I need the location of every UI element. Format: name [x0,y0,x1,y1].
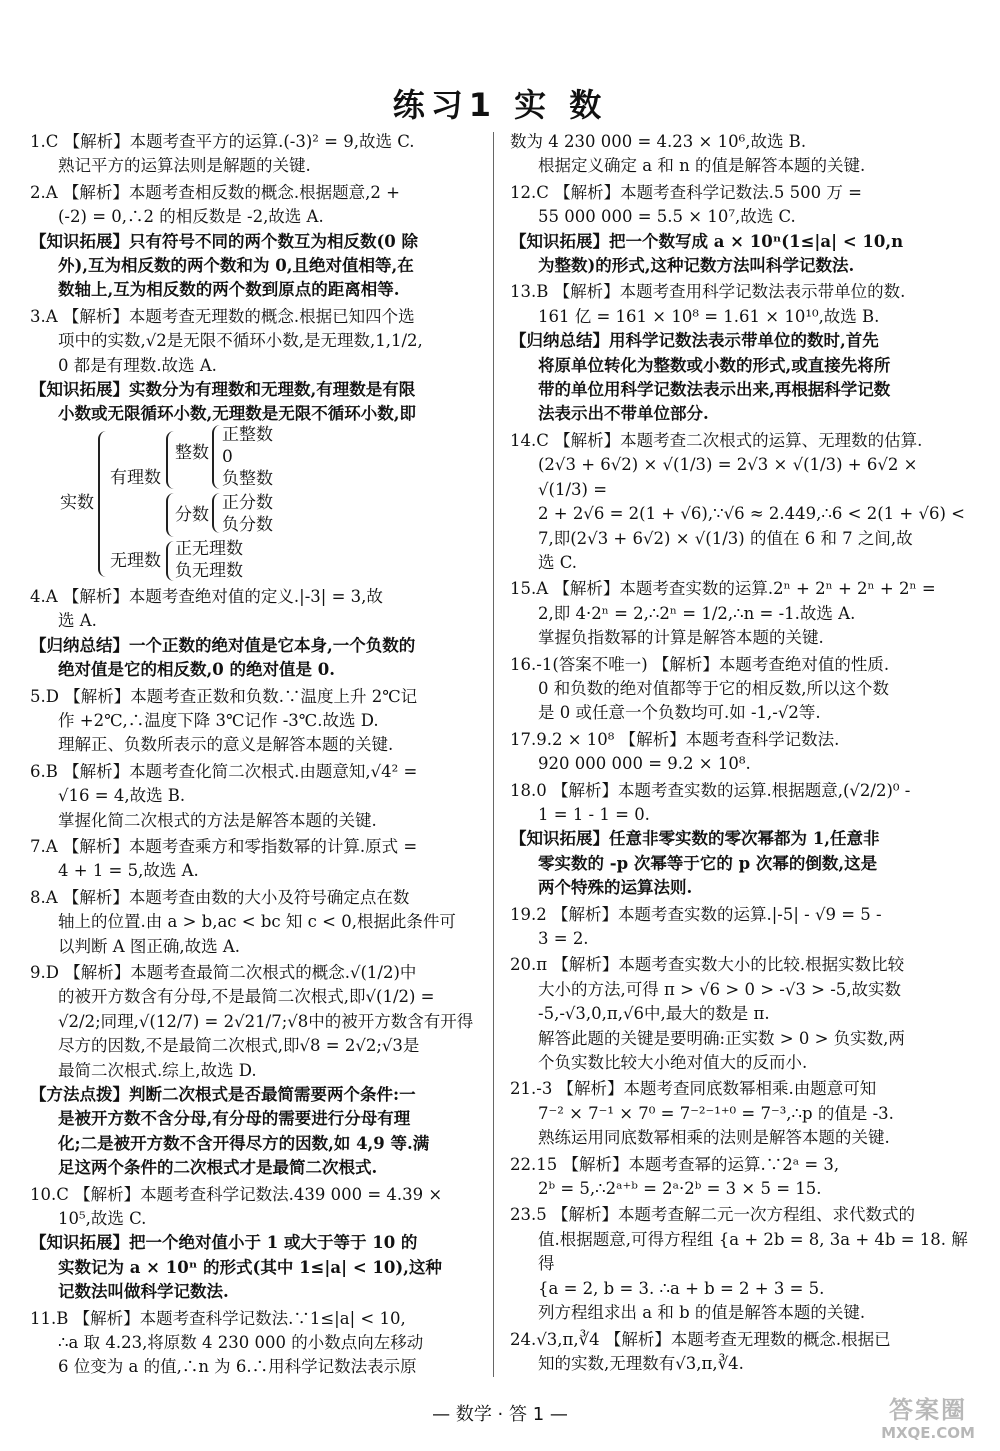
watermark-url: MXQE.COM [881,1424,975,1442]
answer-item [30,305,482,427]
knowledge-note-line: 【方法点拨】判断二次根式是否最简需要两个条件:一 [30,1085,416,1104]
answer-item [510,280,972,426]
knowledge-note-line: 记数法叫做科学记数法. [58,1282,229,1302]
knowledge-note-line: 【知识拓展】把一个数写成 a × 10ⁿ(1≤|a| < 10,n [510,231,904,251]
answer-item [510,779,972,901]
answer-item [30,181,482,303]
answer-line: 大小的方法,可得 π > √6 > 0 > -√3 > -5,故实数 [538,979,902,999]
fraction-item: 负分数 [222,514,273,535]
answer-line: 根据定义确定 a 和 n 的值是解答本题的关键. [538,156,866,176]
rational-label: 有理数 [110,467,161,488]
answer-item [510,130,972,179]
answer-line: 1 = 1 - 1 = 0. [538,804,650,824]
knowledge-note-line: 是被开方数不含分母,有分母的需要进行分母有理 [58,1109,411,1129]
answer-line: 选 C. [538,552,578,572]
answer-line: 熟练运用同底数幂相乘的法则是解答本题的关键. [538,1128,890,1148]
answer-line: 14.C 【解析】本题考查二次根式的运算、无理数的估算. [510,430,923,450]
answer-line: 18.0 【解析】本题考查实数的运算.根据题意,(√2/2)⁰ - [510,780,911,800]
answer-item [510,1328,972,1377]
answer-line: ∴a 取 4.23,将原数 4 230 000 的小数点向左移动 [58,1333,424,1353]
answer-line: 7,即(2√3 + 6√2) × √(1/3) 的值在 6 和 7 之间,故 [538,528,913,548]
answer-line: 16.-1(答案不唯一) 【解析】本题考查绝对值的性质. [510,654,890,674]
knowledge-note-line: 足这两个条件的二次根式才是最简二次根式. [58,1158,378,1178]
answer-line: 21.-3 【解析】本题考查同底数幂相乘.由题意可知 [510,1079,877,1099]
answer-line: √16 = 4,故选 B. [58,786,186,806]
knowledge-note-line: 实数记为 a × 10ⁿ 的形式(其中 1≤|a| < 10),这种 [58,1257,442,1277]
right-column [510,130,972,1378]
knowledge-note-line: 化;二是被开方数不含开得尽方的因数,如 4,9 等.满 [58,1133,430,1153]
answer-line: 9.D 【解析】本题考查最简二次根式的概念.√(1/2)中 [30,962,417,982]
answer-line: √2/2;同理,√(12/7) = 2√21/7;√8中的被开方数含有开得 [58,1011,474,1031]
answer-line: 以判断 A 图正确,故选 A. [58,936,241,956]
answer-line: 6.B 【解析】本题考查化简二次根式.由题意知,√4² = [30,761,418,781]
integer-item: 负整数 [222,468,273,489]
fraction-item: 正分数 [222,492,273,513]
answer-line: 13.B 【解析】本题考查用科学记数法表示带单位的数. [510,282,906,302]
knowledge-note-line: 【归纳总结】用科学记数法表示带单位的数时,首先 [510,331,879,351]
answer-line: 数为 4 230 000 = 4.23 × 10⁶,故选 B. [510,132,807,151]
chart-root-label: 实数 [60,492,94,513]
knowledge-note-line: 【知识拓展】把一个绝对值小于 1 或大于等于 10 的 [30,1233,418,1253]
classification-brace [212,425,220,489]
answer-line: (-2) = 0,∴2 的相反数是 -2,故选 A. [58,207,324,227]
answer-line: 理解正、负数所表示的意义是解答本题的关键. [58,735,394,755]
column-divider [493,132,494,1377]
answer-item [30,685,482,758]
answer-line: 4.A 【解析】本题考查绝对值的定义.|-3| = 3,故 [30,586,383,606]
knowledge-note-line: 【知识拓展】实数分为有理数和无理数,有理数是有限 [30,380,416,400]
answer-line: 掌握化简二次根式的方法是解答本题的关键. [58,810,377,830]
answer-line: 2.A 【解析】本题考查相反数的概念.根据题意,2 + [30,182,400,202]
knowledge-note-line: 两个特殊的运算法则. [538,878,693,898]
answer-item [30,1183,482,1305]
page-footer: — 数学 · 答 1 — [432,1404,568,1425]
knowledge-note-line: 绝对值是它的相反数,0 的绝对值是 0. [58,660,335,680]
knowledge-note-line: 【知识拓展】任意非零实数的零次幂都为 1,任意非 [510,829,880,849]
answer-line: 2 + 2√6 = 2(1 + √6),∵√6 ≈ 2.449,∴6 < 2(1 + √6) < [538,504,965,524]
knowledge-note-line: 为整数)的形式,这种记数方法叫科学记数法. [538,256,855,276]
answer-item [510,577,972,650]
answer-line: 12.C 【解析】本题考查科学记数法.5 500 万 = [510,182,862,202]
answer-item [510,903,972,952]
answer-line: 作 +2℃,∴温度下降 3℃记作 -3℃.故选 D. [58,710,379,730]
integer-item: 正整数 [222,424,273,445]
answer-line: 15.A 【解析】本题考查实数的运算.2ⁿ + 2ⁿ + 2ⁿ + 2ⁿ = [510,579,936,599]
answer-line: 23.5 【解析】本题考查解二元一次方程组、求代数式的 [510,1205,915,1225]
answer-item [510,1203,972,1325]
answer-line: 0 都是有理数.故选 A. [58,355,217,375]
knowledge-note-line: 带的单位用科学记数法表示出来,再根据科学记数 [538,380,891,400]
answer-line: 22.15 【解析】本题考查幂的运算.∵2ᵃ = 3, [510,1154,840,1174]
answer-line: 的被开方数含有分母,不是最简二次根式,即√(1/2) = [58,987,435,1007]
answer-line: 8.A 【解析】本题考查由数的大小及符号确定点在数 [30,887,410,907]
watermark-text: 答案圈 [889,1396,967,1424]
answer-item [510,181,972,279]
integer-item: 0 [222,446,233,467]
classification-brace [212,493,220,533]
answer-line: 6 位变为 a 的值,∴n 为 6.∴用科学记数法表示原 [58,1357,417,1377]
knowledge-note-line: 零实数的 -p 次幂等于它的 p 次幂的倒数,这是 [538,853,878,873]
answer-line: 19.2 【解析】本题考查实数的运算.|-5| - √9 = 5 - [510,904,882,924]
answer-line: 55 000 000 = 5.5 × 10⁷,故选 C. [538,207,796,227]
real-number-classification [30,424,482,581]
answer-line: 10.C 【解析】本题考查科学记数法.439 000 = 4.39 × [30,1184,443,1204]
answer-line: 24.√3,π,∛4 【解析】本题考查无理数的概念.根据已 [510,1329,891,1349]
answer-line: 列方程组求出 a 和 b 的值是解答本题的关键. [538,1303,866,1323]
answer-line: 值.根据题意,可得方程组 {a + 2b = 8, 3a + 4b = 18. 解得 [538,1229,968,1274]
integer-label: 整数 [175,442,209,463]
answer-line: 3 = 2. [538,929,589,948]
fraction-label: 分数 [175,504,209,525]
classification-brace [166,431,174,489]
answer-item [510,1153,972,1202]
answer-line: 项中的实数,√2是无限不循环小数,是无理数,1,1/2, [58,331,423,351]
irrational-label: 无理数 [110,550,161,571]
answer-line: -5,-√3,0,π,√6中,最大的数是 π. [538,1004,770,1024]
answer-item [30,961,482,1181]
knowledge-note-line: 数轴上,互为相反数的两个数到原点的距离相等. [58,280,400,300]
knowledge-note-line: 将原单位转化为整数或小数的形式,或直接先将所 [538,355,891,375]
answer-item [30,585,482,683]
classification-brace [166,493,174,537]
answer-line: 5.D 【解析】本题考查正数和负数.∵温度上升 2℃记 [30,686,418,706]
answer-item [30,130,482,179]
answer-line: 10⁵,故选 C. [58,1209,147,1229]
knowledge-note-line: 【归纳总结】一个正数的绝对值是它本身,一个负数的 [30,635,416,655]
irrational-item: 负无理数 [175,560,243,581]
answer-item [510,429,972,575]
irrational-item: 正无理数 [175,538,243,559]
answer-line: 知的实数,无理数有√3,π,∛4. [538,1353,744,1373]
answer-item [30,886,482,959]
knowledge-note-line: 小数或无限循环小数,无理数是无限不循环小数,即 [58,404,416,424]
answer-line: 选 A. [58,611,97,631]
answer-line: (2√3 + 6√2) × √(1/3) = 2√3 × √(1/3) + 6√2 × √(1/3) = [538,455,918,499]
answer-line: 7.A 【解析】本题考查乘方和零指数幂的计算.原式 = [30,836,418,856]
answer-line: 最简二次根式.综上,故选 D. [58,1060,257,1080]
answer-line: 920 000 000 = 9.2 × 10⁸. [538,754,751,774]
answer-line: 解答此题的关键是要明确:正实数 > 0 > 负实数,两 [538,1028,905,1048]
answer-item [510,953,972,1075]
answer-item [510,653,972,726]
knowledge-note-line: 法表示出不带单位部分. [538,404,709,424]
answer-line: 掌握负指数幂的计算是解答本题的关键. [538,628,824,648]
answer-line: 20.π 【解析】本题考查实数大小的比较.根据实数比较 [510,955,905,975]
knowledge-note-line: 外),互为相反数的两个数和为 0,且绝对值相等,在 [58,256,414,276]
answer-item [510,728,972,777]
answer-item [30,760,482,833]
answer-item [510,1077,972,1150]
answer-line: 4 + 1 = 5,故选 A. [58,861,199,881]
answer-line: 是 0 或任意一个负数均可.如 -1,-√2等. [538,703,821,723]
classification-brace [98,431,106,577]
page-title: 练习1 实 数 [392,86,608,124]
answer-line: 3.A 【解析】本题考查无理数的概念.根据已知四个选 [30,306,415,326]
answer-line: 7⁻² × 7⁻¹ × 7⁰ = 7⁻²⁻¹⁺⁰ = 7⁻³,∴p 的值是 -3. [538,1103,894,1123]
answer-line: 轴上的位置.由 a > b,ac < bc 知 c < 0,根据此条件可 [58,912,456,932]
answer-item [30,835,482,884]
answer-line: 1.C 【解析】本题考查平方的运算.(-3)² = 9,故选 C. [30,132,415,151]
classification-brace [166,541,174,581]
answer-line: 尽方的因数,不是最简二次根式,即√8 = 2√2;√3是 [58,1036,420,1056]
answer-line: 2,即 4·2ⁿ = 2,∴2ⁿ = 1/2,∴n = -1.故选 A. [538,603,856,623]
answer-line: 17.9.2 × 10⁸ 【解析】本题考查科学记数法. [510,729,840,749]
left-column [30,130,482,1382]
answer-line: 2ᵇ = 5,∴2ᵃ⁺ᵇ = 2ᵃ·2ᵇ = 3 × 5 = 15. [538,1179,822,1199]
knowledge-note-line: 【知识拓展】只有符号不同的两个数互为相反数(0 除 [30,231,419,251]
answer-line: {a = 2, b = 3. ∴a + b = 2 + 3 = 5. [538,1278,825,1298]
answer-line: 熟记平方的运算法则是解题的关键. [58,156,311,176]
watermark-logo [868,1396,988,1448]
answer-line: 个负实数比较大小绝对值大的反而小. [538,1053,808,1073]
answer-line: 0 和负数的绝对值都等于它的相反数,所以这个数 [538,678,889,698]
answer-line: 11.B 【解析】本题考查科学记数法.∵1≤|a| < 10, [30,1308,406,1328]
answer-line: 161 亿 = 161 × 10⁸ = 1.61 × 10¹⁰,故选 B. [538,306,880,326]
answer-item [30,1307,482,1380]
